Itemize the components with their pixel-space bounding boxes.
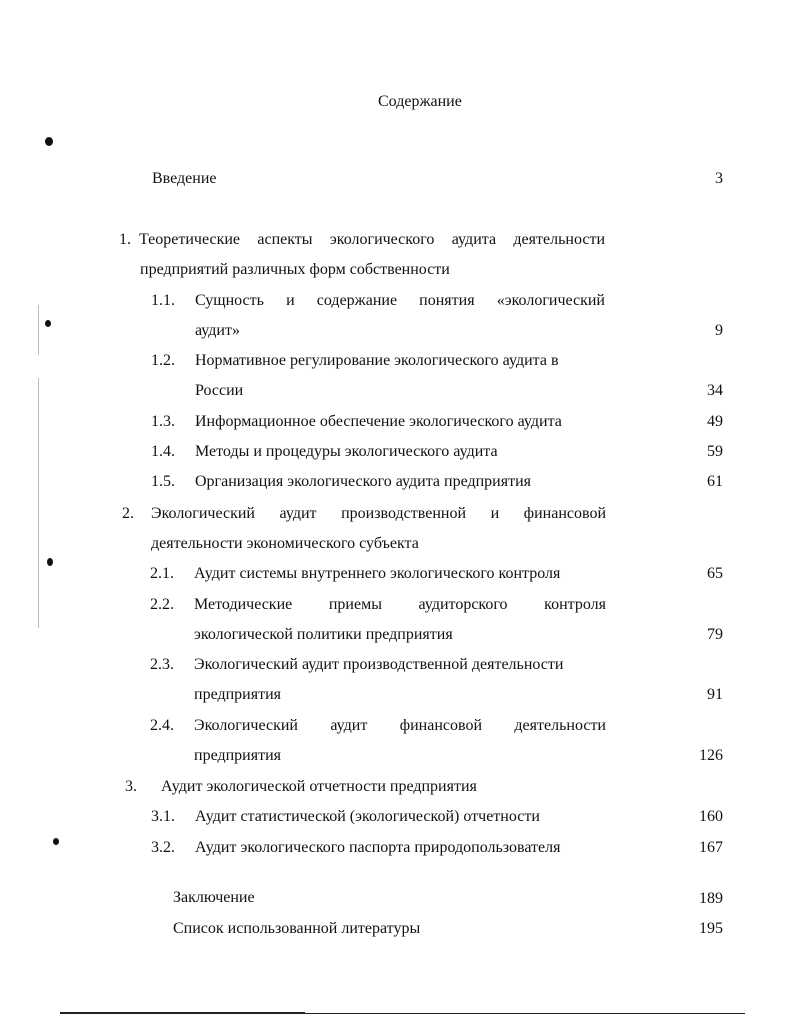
scan-bottom-line [60, 1012, 305, 1014]
toc-entry-bibliography: Список использованной литературы [173, 920, 421, 937]
section-number: 2.1. [150, 565, 174, 582]
chapter-title: Теоретические аспекты экологического аудита деятельности [139, 231, 605, 248]
page-number: 79 [707, 626, 723, 643]
page-number: 195 [699, 920, 723, 937]
page-number: 126 [699, 747, 723, 764]
page-number: 160 [699, 808, 723, 825]
scan-bottom-line [305, 1013, 745, 1014]
section-title: Организация экологического аудита предприятия [195, 473, 532, 490]
scan-speck [45, 320, 51, 327]
chapter-title-continued: деятельности экономического субъекта [151, 535, 419, 552]
section-title: Экологический аудит финансовой деятельности [194, 717, 606, 734]
chapter-title-continued: предприятий различных форм собственности [140, 261, 450, 278]
page-title: Содержание [378, 93, 462, 110]
page-number: 59 [707, 443, 723, 460]
section-number: 1.1. [151, 292, 175, 309]
scan-speck [47, 558, 53, 566]
page-number: 61 [707, 473, 723, 490]
section-title-continued: аудит» [195, 322, 240, 339]
chapter-number: 2. [122, 505, 134, 522]
section-number: 3.1. [151, 808, 175, 825]
section-title: Информационное обеспечение экологического аудита [195, 413, 562, 430]
scan-speck [53, 838, 59, 845]
section-title: Аудит статистической (экологической) отчетности [195, 808, 540, 825]
page-number: 91 [707, 686, 723, 703]
page-number: 34 [707, 382, 723, 399]
section-number: 2.3. [150, 656, 174, 673]
page-number: 9 [715, 322, 723, 339]
section-number: 2.2. [150, 596, 174, 613]
toc-entry-conclusion: Заключение [173, 889, 255, 906]
section-number: 3.2. [151, 839, 175, 856]
chapter-number: 3. [125, 778, 137, 795]
chapter-title: Экологический аудит производственной и финансовой [151, 505, 606, 522]
scan-margin-line [38, 305, 39, 355]
section-title-continued: предприятия [194, 686, 281, 703]
toc-entry-introduction: Введение [152, 170, 217, 187]
page-number: 167 [699, 839, 723, 856]
page-number: 189 [699, 890, 723, 907]
section-title: Сущность и содержание понятия «экологический [195, 292, 605, 309]
page-number: 3 [715, 170, 723, 187]
section-title: Экологический аудит производственной деятельности [194, 656, 564, 673]
section-title: Аудит экологического паспорта природопользователя [195, 839, 561, 856]
section-title: Методические приемы аудиторского контроля [194, 596, 606, 613]
section-number: 1.3. [151, 413, 175, 430]
section-number: 2.4. [150, 717, 174, 734]
section-title-continued: России [195, 382, 244, 399]
scan-margin-line [38, 378, 39, 628]
page-number: 65 [707, 565, 723, 582]
page-number: 49 [707, 413, 723, 430]
section-title: Нормативное регулирование экологического аудита в [195, 352, 559, 369]
section-title-continued: экологической политики предприятия [194, 626, 453, 643]
chapter-title: Аудит экологической отчетности предприятия [161, 778, 477, 795]
section-title: Методы и процедуры экологического аудита [195, 443, 498, 460]
section-title: Аудит системы внутреннего экологического контроля [194, 565, 561, 582]
section-number: 1.2. [151, 352, 175, 369]
section-number: 1.5. [151, 473, 175, 490]
scan-speck [45, 137, 53, 146]
section-number: 1.4. [151, 443, 175, 460]
chapter-number: 1. [119, 231, 131, 248]
section-title-continued: предприятия [194, 747, 281, 764]
